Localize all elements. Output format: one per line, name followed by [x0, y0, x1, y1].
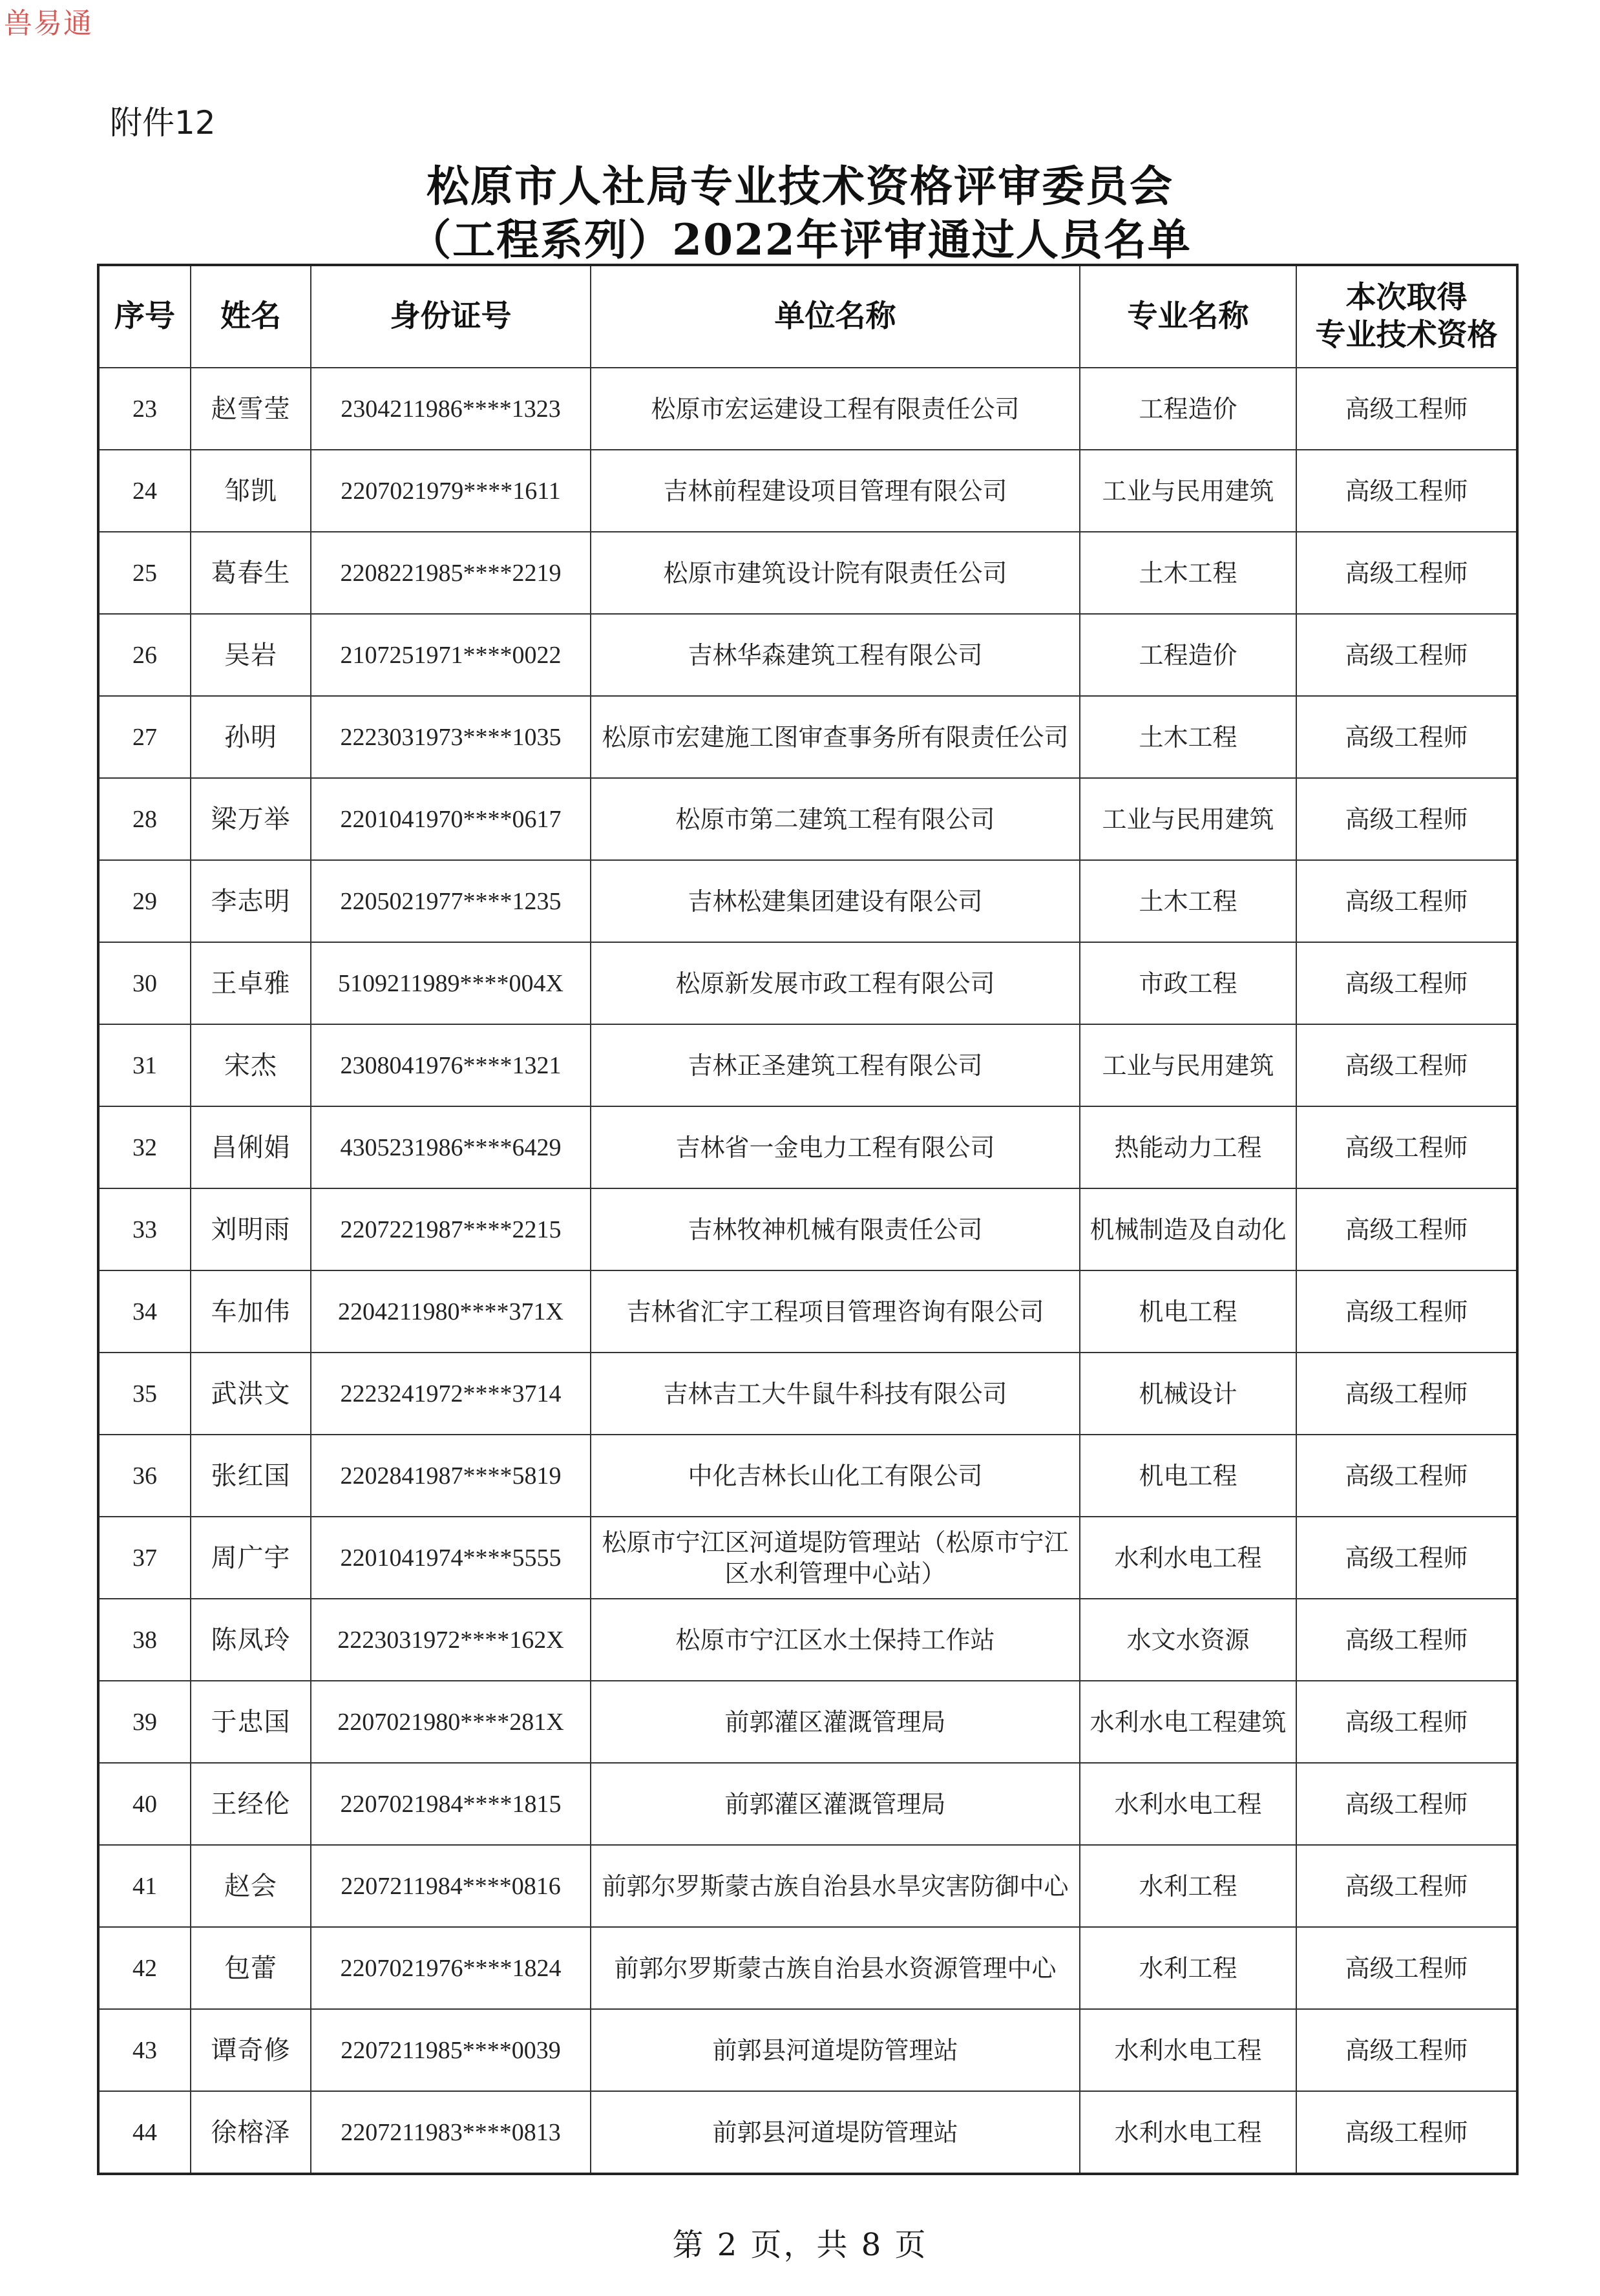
cell-name: 张红国	[191, 1435, 311, 1517]
cell-unit: 松原市宁江区河道堤防管理站（松原市宁江区水利管理中心站）	[591, 1517, 1080, 1599]
cell-qualification: 高级工程师	[1296, 696, 1517, 778]
cell-qualification: 高级工程师	[1296, 1435, 1517, 1517]
cell-major: 水利水电工程	[1080, 1763, 1296, 1845]
cell-name: 武洪文	[191, 1353, 311, 1435]
cell-unit: 吉林吉工大牛鼠牛科技有限公司	[591, 1353, 1080, 1435]
cell-name: 孙明	[191, 696, 311, 778]
cell-qualification: 高级工程师	[1296, 532, 1517, 614]
cell-seq: 41	[98, 1845, 191, 1927]
cell-qualification: 高级工程师	[1296, 942, 1517, 1024]
cell-major: 热能动力工程	[1080, 1106, 1296, 1188]
cell-id-number: 2308041976****1321	[311, 1024, 591, 1106]
table-row	[98, 1845, 1517, 1927]
cell-unit: 松原市建筑设计院有限责任公司	[591, 532, 1080, 614]
cell-qualification: 高级工程师	[1296, 2009, 1517, 2091]
cell-seq: 40	[98, 1763, 191, 1845]
cell-qualification: 高级工程师	[1296, 450, 1517, 532]
cell-name: 葛春生	[191, 532, 311, 614]
table-row	[98, 1681, 1517, 1763]
cell-id-number: 2204211980****371X	[311, 1270, 591, 1353]
cell-id-number: 5109211989****004X	[311, 942, 591, 1024]
cell-unit: 吉林前程建设项目管理有限公司	[591, 450, 1080, 532]
cell-major: 水利水电工程	[1080, 2009, 1296, 2091]
cell-major: 机电工程	[1080, 1435, 1296, 1517]
cell-unit: 松原新发展市政工程有限公司	[591, 942, 1080, 1024]
cell-id-number: 2208221985****2219	[311, 532, 591, 614]
cell-major: 土木工程	[1080, 860, 1296, 942]
cell-major: 水利工程	[1080, 1927, 1296, 2009]
cell-id-number: 2223241972****3714	[311, 1353, 591, 1435]
cell-major: 水利工程	[1080, 1845, 1296, 1927]
cell-seq: 36	[98, 1435, 191, 1517]
cell-seq: 37	[98, 1517, 191, 1599]
cell-unit: 吉林正圣建筑工程有限公司	[591, 1024, 1080, 1106]
cell-qualification: 高级工程师	[1296, 368, 1517, 450]
cell-id-number: 2207211984****0816	[311, 1845, 591, 1927]
cell-seq: 38	[98, 1599, 191, 1681]
cell-name: 王经伦	[191, 1763, 311, 1845]
table-row	[98, 450, 1517, 532]
roster-table	[97, 264, 1519, 2175]
cell-id-number: 4305231986****6429	[311, 1106, 591, 1188]
cell-major: 机械设计	[1080, 1353, 1296, 1435]
cell-id-number: 2207221987****2215	[311, 1188, 591, 1270]
cell-seq: 35	[98, 1353, 191, 1435]
cell-qualification: 高级工程师	[1296, 1188, 1517, 1270]
cell-id-number: 2223031972****162X	[311, 1599, 591, 1681]
header-qualification-line1: 本次取得	[1345, 280, 1468, 315]
cell-id-number: 2207211985****0039	[311, 2009, 591, 2091]
table-row	[98, 1106, 1517, 1188]
cell-seq: 30	[98, 942, 191, 1024]
cell-unit: 中化吉林长山化工有限公司	[591, 1435, 1080, 1517]
cell-name: 邹凯	[191, 450, 311, 532]
cell-seq: 25	[98, 532, 191, 614]
cell-id-number: 2207021980****281X	[311, 1681, 591, 1763]
cell-name: 王卓雅	[191, 942, 311, 1024]
table-row	[98, 1927, 1517, 2009]
cell-seq: 33	[98, 1188, 191, 1270]
cell-seq: 28	[98, 778, 191, 860]
cell-unit: 吉林松建集团建设有限公司	[591, 860, 1080, 942]
attachment-label: 附件12	[110, 104, 216, 142]
cell-name: 于忠国	[191, 1681, 311, 1763]
cell-qualification: 高级工程师	[1296, 1024, 1517, 1106]
table-row	[98, 1517, 1517, 1599]
cell-major: 土木工程	[1080, 532, 1296, 614]
cell-major: 水利水电工程	[1080, 2091, 1296, 2174]
cell-qualification: 高级工程师	[1296, 1517, 1517, 1599]
table-row	[98, 1435, 1517, 1517]
table-row	[98, 1353, 1517, 1435]
table-row	[98, 1024, 1517, 1106]
table-row	[98, 614, 1517, 696]
cell-qualification: 高级工程师	[1296, 1599, 1517, 1681]
cell-qualification: 高级工程师	[1296, 1353, 1517, 1435]
cell-id-number: 2207021984****1815	[311, 1763, 591, 1845]
watermark-text: 兽易通	[4, 7, 93, 40]
cell-major: 市政工程	[1080, 942, 1296, 1024]
cell-seq: 29	[98, 860, 191, 942]
table-row	[98, 778, 1517, 860]
cell-major: 土木工程	[1080, 696, 1296, 778]
cell-name: 赵会	[191, 1845, 311, 1927]
cell-id-number: 2207211983****0813	[311, 2091, 591, 2174]
header-seq: 序号	[98, 265, 191, 368]
cell-name: 包蕾	[191, 1927, 311, 2009]
cell-qualification: 高级工程师	[1296, 1270, 1517, 1353]
cell-name: 徐榕泽	[191, 2091, 311, 2174]
cell-name: 谭奇修	[191, 2009, 311, 2091]
cell-seq: 34	[98, 1270, 191, 1353]
cell-unit: 松原市宏运建设工程有限责任公司	[591, 368, 1080, 450]
cell-name: 昌俐娟	[191, 1106, 311, 1188]
cell-id-number: 2201041970****0617	[311, 778, 591, 860]
header-major: 专业名称	[1080, 265, 1296, 368]
header-name: 姓名	[191, 265, 311, 368]
page-title-line2: （工程系列）2022年评审通过人员名单	[408, 215, 1192, 265]
cell-name: 陈凤玲	[191, 1599, 311, 1681]
table-row	[98, 2009, 1517, 2091]
cell-qualification: 高级工程师	[1296, 614, 1517, 696]
cell-major: 工业与民用建筑	[1080, 778, 1296, 860]
header-row	[98, 265, 1517, 368]
cell-major: 机械制造及自动化	[1080, 1188, 1296, 1270]
cell-unit: 松原市宏建施工图审查事务所有限责任公司	[591, 696, 1080, 778]
cell-unit: 吉林华森建筑工程有限公司	[591, 614, 1080, 696]
table-row	[98, 2091, 1517, 2174]
table-row	[98, 1188, 1517, 1270]
cell-major: 工程造价	[1080, 614, 1296, 696]
cell-unit: 前郭灌区灌溉管理局	[591, 1681, 1080, 1763]
cell-qualification: 高级工程师	[1296, 1681, 1517, 1763]
cell-seq: 31	[98, 1024, 191, 1106]
cell-unit: 吉林省汇宇工程项目管理咨询有限公司	[591, 1270, 1080, 1353]
cell-seq: 23	[98, 368, 191, 450]
cell-unit: 松原市第二建筑工程有限公司	[591, 778, 1080, 860]
cell-unit: 吉林省一金电力工程有限公司	[591, 1106, 1080, 1188]
cell-id-number: 2207021976****1824	[311, 1927, 591, 2009]
table-row	[98, 1599, 1517, 1681]
page-title-line1: 松原市人社局专业技术资格评审委员会	[426, 161, 1174, 211]
cell-unit: 前郭尔罗斯蒙古族自治县水旱灾害防御中心	[591, 1845, 1080, 1927]
header-unit: 单位名称	[591, 265, 1080, 368]
header-qualification-line2: 专业技术资格	[1315, 317, 1498, 353]
cell-qualification: 高级工程师	[1296, 1106, 1517, 1188]
cell-major: 工程造价	[1080, 368, 1296, 450]
cell-qualification: 高级工程师	[1296, 1763, 1517, 1845]
page-footer: 第 2 页，共 8 页	[672, 2227, 928, 2263]
cell-seq: 39	[98, 1681, 191, 1763]
table-row	[98, 696, 1517, 778]
header-qualification	[1296, 265, 1517, 368]
cell-unit: 前郭尔罗斯蒙古族自治县水资源管理中心	[591, 1927, 1080, 2009]
cell-qualification: 高级工程师	[1296, 860, 1517, 942]
cell-seq: 44	[98, 2091, 191, 2174]
cell-name: 吴岩	[191, 614, 311, 696]
cell-id-number: 2207021979****1611	[311, 450, 591, 532]
cell-seq: 43	[98, 2009, 191, 2091]
cell-qualification: 高级工程师	[1296, 1927, 1517, 2009]
cell-major: 机电工程	[1080, 1270, 1296, 1353]
cell-major: 水利水电工程	[1080, 1517, 1296, 1599]
header-id: 身份证号	[311, 265, 591, 368]
cell-id-number: 2223031973****1035	[311, 696, 591, 778]
cell-seq: 42	[98, 1927, 191, 2009]
cell-id-number: 2201041974****5555	[311, 1517, 591, 1599]
cell-seq: 26	[98, 614, 191, 696]
table-row	[98, 860, 1517, 942]
cell-name: 梁万举	[191, 778, 311, 860]
cell-qualification: 高级工程师	[1296, 2091, 1517, 2174]
cell-id-number: 2107251971****0022	[311, 614, 591, 696]
table-row	[98, 1270, 1517, 1353]
table-row	[98, 368, 1517, 450]
cell-id-number: 2304211986****1323	[311, 368, 591, 450]
cell-major: 工业与民用建筑	[1080, 1024, 1296, 1106]
cell-id-number: 2205021977****1235	[311, 860, 591, 942]
cell-major: 水文水资源	[1080, 1599, 1296, 1681]
table-header	[98, 265, 1517, 368]
cell-qualification: 高级工程师	[1296, 1845, 1517, 1927]
cell-unit: 前郭灌区灌溉管理局	[591, 1763, 1080, 1845]
cell-id-number: 2202841987****5819	[311, 1435, 591, 1517]
cell-name: 周广宇	[191, 1517, 311, 1599]
cell-name: 赵雪莹	[191, 368, 311, 450]
cell-unit: 前郭县河道堤防管理站	[591, 2091, 1080, 2174]
table-body	[98, 368, 1517, 2174]
cell-major: 工业与民用建筑	[1080, 450, 1296, 532]
cell-name: 刘明雨	[191, 1188, 311, 1270]
cell-major: 水利水电工程建筑	[1080, 1681, 1296, 1763]
cell-seq: 32	[98, 1106, 191, 1188]
cell-unit: 吉林牧神机械有限责任公司	[591, 1188, 1080, 1270]
cell-qualification: 高级工程师	[1296, 778, 1517, 860]
table-row	[98, 532, 1517, 614]
cell-seq: 27	[98, 696, 191, 778]
table-row	[98, 1763, 1517, 1845]
cell-unit: 松原市宁江区水土保持工作站	[591, 1599, 1080, 1681]
cell-seq: 24	[98, 450, 191, 532]
table-row	[98, 942, 1517, 1024]
cell-name: 宋杰	[191, 1024, 311, 1106]
cell-name: 李志明	[191, 860, 311, 942]
cell-name: 车加伟	[191, 1270, 311, 1353]
cell-unit: 前郭县河道堤防管理站	[591, 2009, 1080, 2091]
